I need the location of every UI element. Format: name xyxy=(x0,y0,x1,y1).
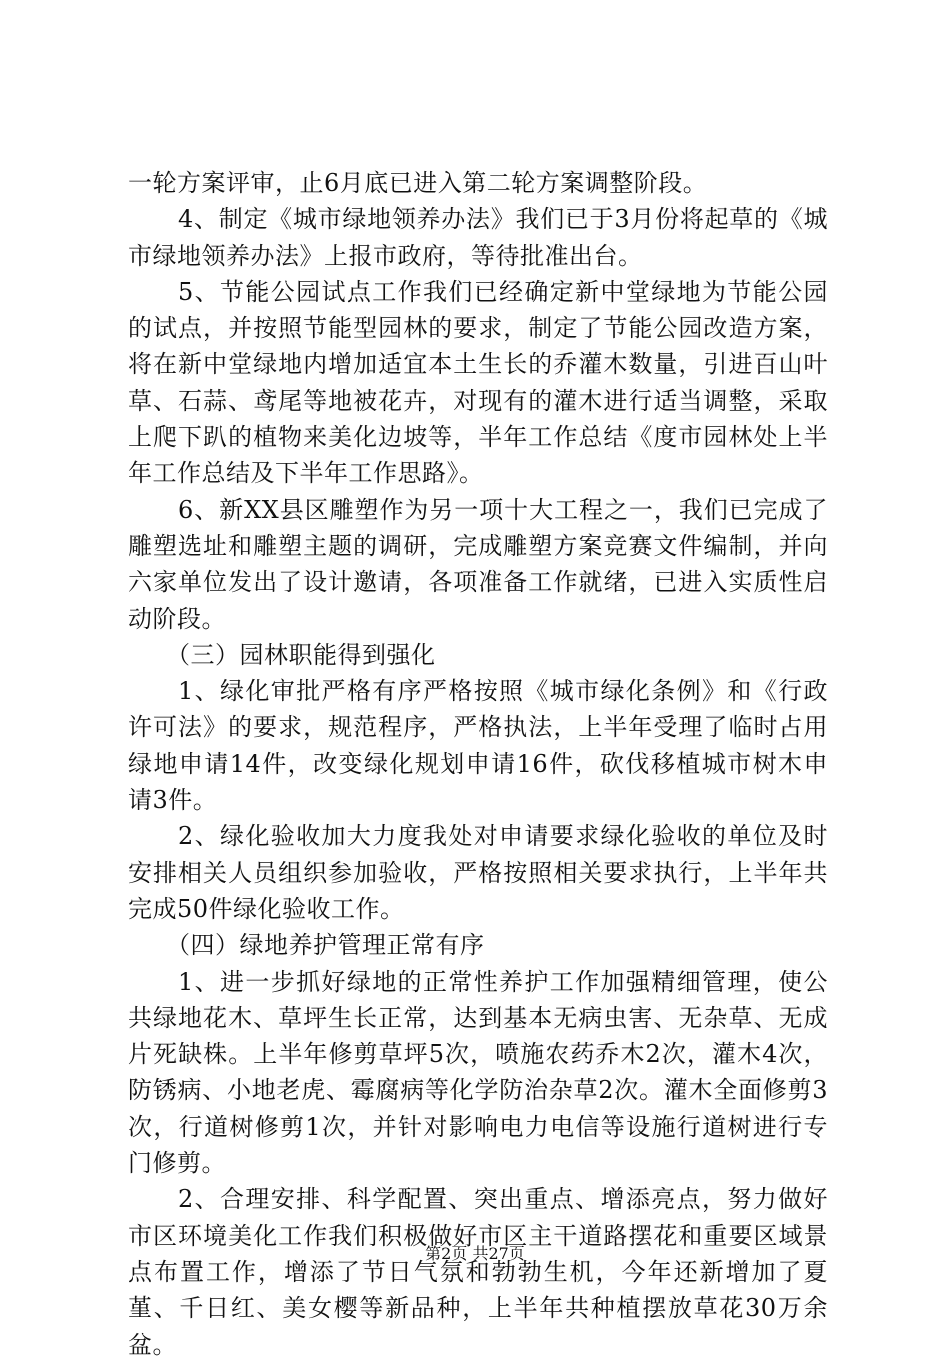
paragraph-maintenance: 1、进一步抓好绿地的正常性养护工作加强精细管理，使公共绿地花木、草坪生长正常，达到基本无病虫害、无杂草、无成片死缺株。上半年修剪草坪5次，喷施农药乔木2次，灌木4次，防锈病、小地老虎、霉腐病等化学防治杂草2次。灌木全面修剪3次，行道树修剪1次，并针对影响电力电信等设施行道树进行专门修剪。 xyxy=(128,967,828,1178)
section-heading-4: （四）绿地养护管理正常有序 xyxy=(166,931,485,960)
section-heading-3: （三）园林职能得到强化 xyxy=(166,640,436,669)
paragraph-beautification: 2、合理安排、科学配置、突出重点、增添亮点，努力做好市区环境美化工作我们积极做好市区主干道路摆花和重要区域景点布置工作，增添了节日气氛和勃勃生机，今年还新增加了夏堇、千日红、美女樱等新品种，上半年共种植摆放草花30万余盆。 xyxy=(128,1185,828,1359)
paragraph-acceptance: 2、绿化验收加大力度我处对申请要求绿化验收的单位及时安排相关人员组织参加验收，严格按照相关要求执行，上半年共完成50件绿化验收工作。 xyxy=(128,822,828,923)
paragraph-item-5: 5、节能公园试点工作我们已经确定新中堂绿地为节能公园的试点，并按照节能型园林的要求，制定了节能公园改造方案，将在新中堂绿地内增加适宜本土生长的乔灌木数量，引进百山叶草、石蒜、鸢尾等地被花卉，对现有的灌木进行适当调整，采取上爬下趴的植物来美化边坡等，半年工作总结《度市园林处上半年工作总结及下半年工作思路》。 xyxy=(128,277,828,488)
paragraph-approval: 1、绿化审批严格有序严格按照《城市绿化条例》和《行政许可法》的要求，规范程序，严格执法，上半年受理了临时占用绿地申请14件，改变绿化规划申请16件，砍伐移植城市树木申请3件。 xyxy=(128,677,828,815)
page-footer: 第2页 共27页 xyxy=(425,1244,525,1263)
paragraph-item-6: 6、新XX县区雕塑作为另一项十大工程之一，我们已完成了雕塑选址和雕塑主题的调研，完成雕塑方案竞赛文件编制，并向六家单位发出了设计邀请，各项准备工作就绪，已进入实质性启动阶段。 xyxy=(128,495,828,633)
document-body xyxy=(128,165,828,1363)
paragraph-continuation: 一轮方案评审，止6月底已进入第二轮方案调整阶段。 xyxy=(128,169,708,197)
paragraph-item-4: 4、制定《城市绿地领养办法》我们已于3月份将起草的《城市绿地领养办法》上报市政府，等待批准出台。 xyxy=(128,205,828,270)
